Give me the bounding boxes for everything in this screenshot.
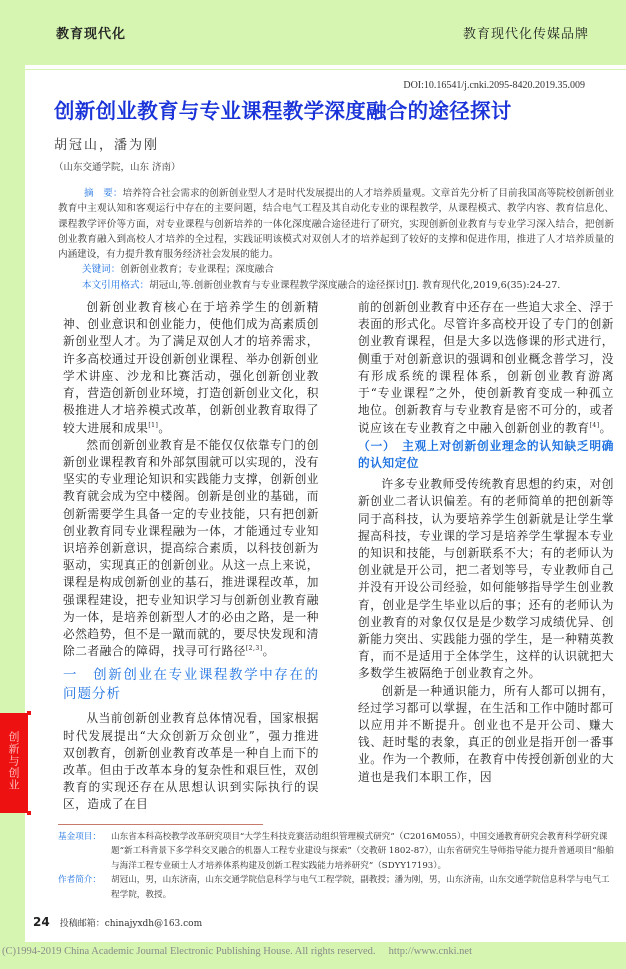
fund-label: 基金项目： [58, 831, 101, 842]
paragraph [358, 299, 614, 437]
submission-email[interactable]: 投稿邮箱：chinajyxdh@163.com [59, 919, 203, 930]
punct: 。 [599, 420, 612, 435]
page-footer [33, 914, 626, 932]
journal-name: 教育现代化 [56, 27, 127, 42]
authors: 胡冠山，潘为刚 [54, 138, 160, 153]
body-column-right [358, 299, 614, 813]
keywords [58, 262, 614, 277]
reference-mark[interactable]: [1] [148, 421, 159, 429]
footnote-rule [58, 824, 263, 825]
reference-mark[interactable]: [4] [589, 421, 600, 429]
copyright-notice: (C)1994-2019 China Academic Journal Electronic Publishing House. All rights reserved. http://www.cnki.net [2, 946, 472, 958]
header-band [0, 0, 626, 57]
doi[interactable]: DOI:10.16541/j.cnki.2095-8420.2019.35.009 [403, 80, 585, 91]
paragraph-text: 前的创新创业教育中还存在一些追大求全、浮于表面的形式化。尽管许多高校开设了专门的创新创业教育课程，但是大多以选修课的形式进行，侧重于对创新意识的强调和创业概念普学习，没有形成系统的课程体系，创新创业教育游离于“专业课程”之外，使创新教育变成一种孤立地位。创新教育与专业教育是密不可分的，或者说应该在专业教育之中融入创新创业的教育 [358, 300, 614, 435]
page-sheet [7, 63, 626, 942]
citation-text: 胡冠山,等.创新创业教育与专业课程教学深度融合的途径探讨[J]. 教育现代化,2019,6(35):24-27. [149, 279, 561, 291]
abstract-label: 摘 要： [84, 188, 123, 199]
paragraph: 许多专业教师受传统教育思想的约束，对创新创业二者认识偏差。有的老师简单的把创新等同于高科技，认为要培养学生创新就是让学生掌握高科技，专业课的学习是培养学生掌握本专业的知识和技能，与创新联系不大；有的老师认为创业就是开公司，把二者划等号，专业教师自己并没有开设公司经验，如何能够指导学生创业教育，创业是学生毕业以后的事；还有的老师认为创业教育的对象仅仅是是少数学习成绩优异、创新能力突出、实践能力强的学生，是一种精英教育，而不是适用于全体学生，这样的认识就把大多数学生被隔绝于创业教育之外。 [358, 477, 614, 681]
abstract-text: 培养符合社会需求的创新创业型人才是时代发展提出的人才培养质量观。文章首先分析了目前我国高等院校创新创业教育中主观认知和客观运行中存在的主要问题，结合电气工程及其自动化专业的课程教学，从课程模式、教学内容、教育信息化、课程教学评价等方面，对专业课程与创新培养的一体化深度融合途径进行了研究，实现创新创业教育与专业学习深入结合，把创新创业教育融入到高校人才培养的全过程，实践证明该模式对双创人才的培养起到了较好的支撑和促进作用，推进了人才培养质量的内涵建设，有力提升教育服务经济社会发展的能力。 [58, 188, 615, 261]
footnotes [58, 830, 618, 903]
author-text: 胡冠山，男，山东济南，山东交通学院信息科学与电气工程学院，副教授；潘为刚，男，山东济南，山东交通学院信息科学与电气工程学院，教授。 [111, 875, 610, 900]
paragraph-text: 创新创业教育核心在于培养学生的创新精神、创业意识和创业能力，使他们成为高素质创新创业型人才。为了满足双创人才的培养需求，许多高校通过开设创新创业课程、举办创新创业学术讲座、沙龙和比赛活动，强化创新创业教育，营造创新创业环境，打造创新创业文化，积极推进人才培养模式改革，创新创业教育取得了较大进展和成果 [63, 300, 319, 435]
keywords-text: 创新创业教育；专业课程；深度融合 [120, 264, 274, 276]
abstract [58, 186, 614, 262]
citation [58, 278, 614, 293]
affiliation: （山东交通学院，山东 济南） [54, 162, 181, 173]
side-tab-label: 创新与创业 [7, 731, 20, 791]
tab-notch [27, 711, 31, 715]
front-matter [58, 186, 614, 293]
section-heading: 一 创新创业在专业课程教学中存在的问题分析 [63, 667, 319, 703]
fund-text: 山东省本科高校教学改革研究项目“大学生科技竞赛活动组织管理模式研究”（C2016M055），中国交通教育研究会教育科学研究课题“新工科背景下多学科交叉融合的机器人工程专业建设与探索”（交教研 1802-87），山东省研究生导师指导能力提升普通项目“船舶与海洋工程专业硕士人才培养体系构建及创新工程实践能力培养研究”（SDYY17193）。 [111, 831, 614, 871]
subsection-heading: （一） 主观上对创新创业理念的认知缺乏明确的认知定位 [358, 438, 614, 470]
keywords-label: 关键词： [82, 264, 121, 276]
paragraph [63, 437, 319, 661]
article-title: 创新创业教育与专业课程教学深度融合的途径探讨 [54, 99, 512, 123]
paragraph: 创新是一种通识能力，所有人都可以拥有，经过学习都可以掌握，在生活和工作中随时都可以应用并不断提升。创业也不是开公司、赚大钱、赶时髦的表象，真正的创业是指开创一番事业。作为一个教师，在教育中传授创新创业的大道也是我们本职工作，因 [358, 683, 614, 784]
author-note [58, 873, 618, 902]
header-rule-thin [25, 69, 626, 70]
citation-label: 本文引用格式： [82, 279, 150, 291]
reference-mark[interactable]: [2,3] [245, 645, 263, 653]
punct: 。 [262, 644, 275, 659]
fund-note [58, 830, 618, 874]
paragraph: 从当前创新创业教育总体情况看，国家根据时代发展提出“大众创新万众创业”，强力推进双创教育，创新创业教育改革是一种自上而下的改革。但由于改革本身的复杂性和艰巨性，双创教育的实现还存在从思想认识到实际执行的误区，造成了在目 [63, 711, 319, 812]
paragraph [63, 299, 319, 437]
tab-notch [27, 811, 31, 815]
section-side-tab [0, 713, 28, 813]
punct: 。 [158, 420, 171, 435]
brand-name: 教育现代化传媒品牌 [462, 27, 589, 42]
author-label: 作者简介： [58, 875, 101, 886]
page-number: 24 [33, 915, 50, 930]
paragraph-text: 然而创新创业教育是不能仅仅依靠专门的创新创业课程教育和外部氛围就可以实现的，没有坚实的专业理论知识和实践能力支撑，创新创业教育就会成为空中楼阁。创新是创业的基础，而创新需要学生具备一定的专业技能，只有把创新创业教育同专业课程融为一体，才能通过专业知识培养创新意识，提高综合素质，以科技创新为驱动，实现真正的创新创业。从这一点上来说，课程是构成创新创业的基石，推进课程改革，加强课程建设，把专业知识学习与创新创业教育融为一体，是培养创新型人才的必由之路，是一种必然趋势，但不是一蹴而就的，要尽快发现和清除二者融合的障碍，找寻可行路径 [63, 437, 319, 659]
body-columns [63, 299, 614, 813]
body-column-left [63, 299, 319, 813]
header-rule [25, 63, 626, 65]
